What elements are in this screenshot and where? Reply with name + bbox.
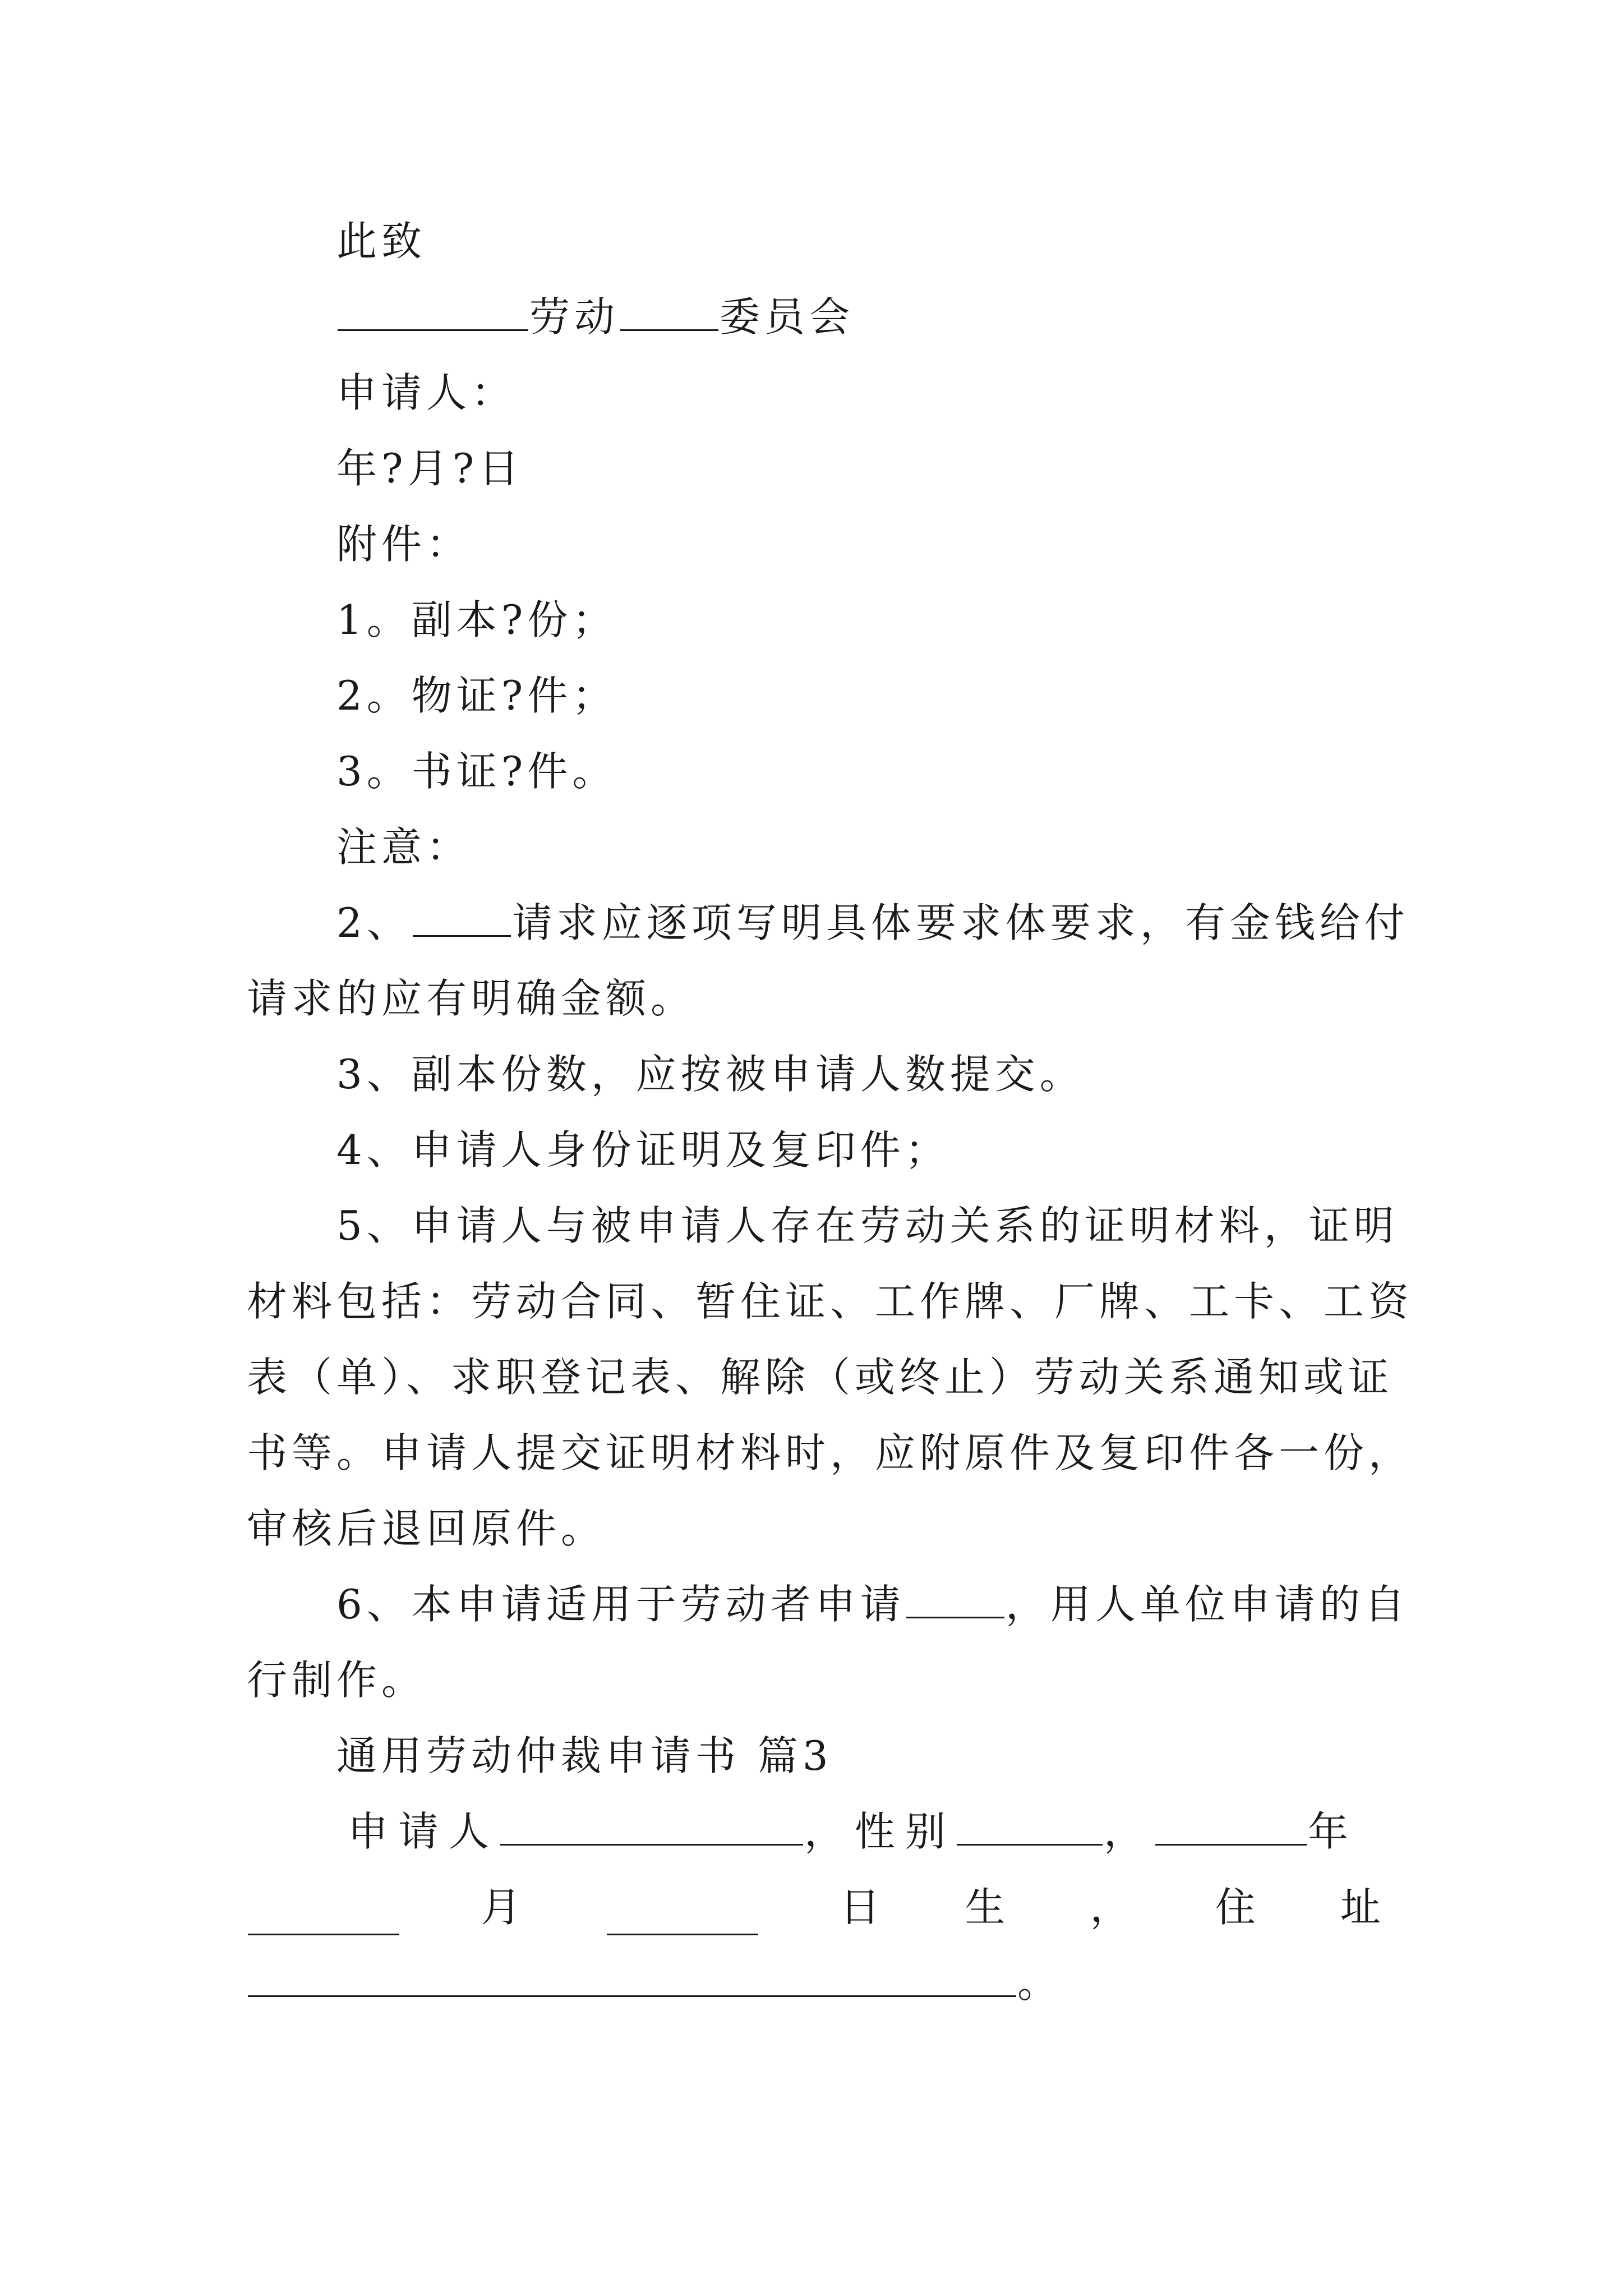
note-4: 4、申请人身份证明及复印件； [336,1126,950,1174]
blank-field [500,1805,803,1846]
note-5-cont: 材料包括：劳动合同、暂住证、工作牌、厂牌、工卡、工资 [247,1278,1414,1325]
applicant-info-line: 申请人 ，性别 ， 年 [348,1803,1391,1860]
applicant-signature: 申请人： [336,369,517,416]
blank-field [957,1805,1103,1846]
note-3: 3、副本份数，应按被申请人数提交。 [336,1051,1085,1098]
note-5-cont: 表（单）、求职登记表、解除（或终止）劳动关系通知或证 [247,1354,1394,1401]
note-5-cont: 书等。申请人提交证明材料时，应附原件及复印件各一份， [247,1429,1414,1476]
section-title: 通用劳动仲裁申请书 篇3 [336,1732,833,1779]
note-2-cont: 请求的应有明确金额。 [247,975,696,1022]
attachments-heading: 附件： [336,521,472,568]
note-5: 5、申请人与被申请人存在劳动关系的证明材料，证明 [336,1202,1399,1249]
salutation: 此致 [336,218,427,265]
note-6-cont: 行制作。 [247,1657,427,1704]
committee-line: 劳动 委员会 [336,289,1391,345]
blank-field [248,1956,1016,1997]
blank-field [338,290,528,331]
attachment-item: 1。副本?份； [336,596,617,643]
signature-date: 年?月?日 [336,445,524,492]
note-5-cont: 审核后退回原件。 [247,1505,606,1552]
birth-address-line: 月 日 生 ， 住 址 [247,1879,1385,1935]
blank-field [413,896,511,937]
attachment-item: 3。书证?件。 [336,748,617,795]
note-6: 6、本申请适用于劳动者申请 ，用人单位申请的自 [336,1576,1391,1632]
address-line: 。 [247,1955,1391,2011]
attachment-item: 2。物证?件； [336,672,617,719]
notes-heading: 注意： [336,823,472,871]
blank-field [607,1894,758,1935]
note-2: 2、 请求应逐项写明具体要求体要求，有金钱给付 [336,895,1391,951]
blank-field [620,290,718,331]
blank-field [906,1577,1004,1618]
blank-field [248,1894,399,1935]
blank-field [1155,1805,1307,1846]
